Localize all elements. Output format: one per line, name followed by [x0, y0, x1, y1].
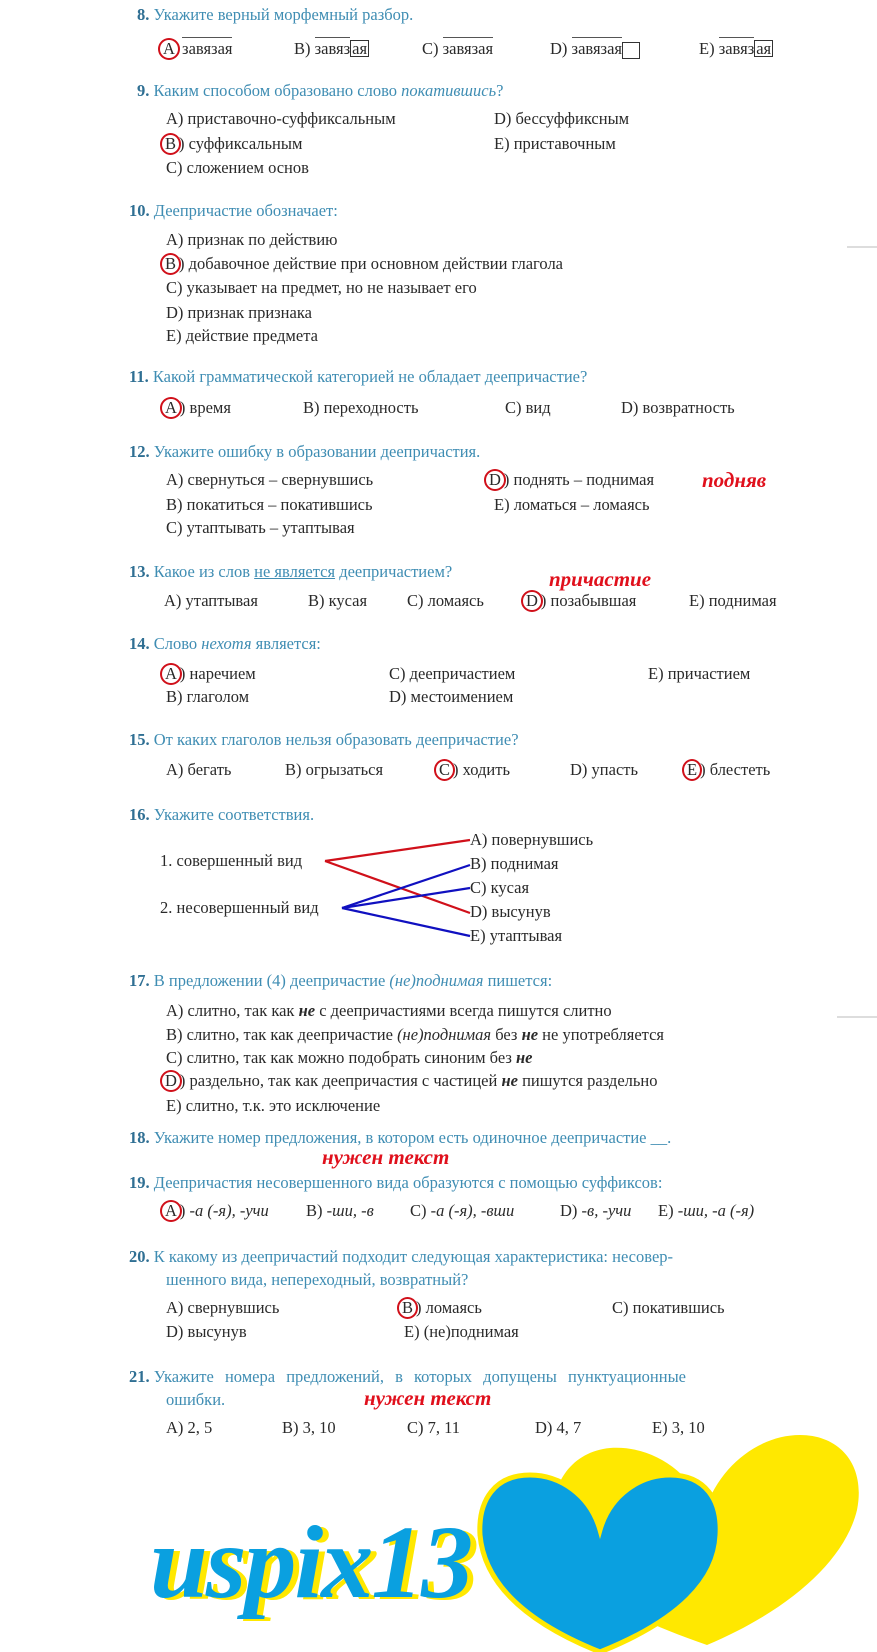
q15-option-d[interactable]: D) упасть: [570, 760, 638, 779]
question-21: [129, 1367, 829, 1387]
question-20: [129, 1247, 673, 1267]
option-letter: B): [294, 39, 311, 58]
q12-option-a[interactable]: A) свернуться – свернувшись: [166, 470, 374, 489]
option-text: B) слитно, так как деепричастие: [166, 1025, 398, 1044]
question-text: В предложении (4) деепричастие: [153, 971, 390, 990]
q19-option-d[interactable]: [560, 1201, 631, 1221]
scan-mark: [837, 1016, 877, 1018]
q11-option-c[interactable]: C) вид: [505, 398, 551, 417]
option-letter: E): [699, 39, 715, 58]
q9-option-c[interactable]: C) сложением основ: [166, 158, 309, 177]
q14-option-e[interactable]: E) причастием: [648, 664, 751, 683]
match-left-1[interactable]: 1. совершенный вид: [160, 851, 303, 870]
q19-option-a[interactable]: [166, 1201, 269, 1221]
q17-option-e[interactable]: [166, 1096, 380, 1116]
q17-option-a[interactable]: [166, 1001, 612, 1021]
question-text: Укажите соответствия.: [153, 805, 315, 824]
q12-option-c[interactable]: C) утаптывать – утаптывая: [166, 518, 355, 537]
uspix13-watermark: uspix13: [150, 1505, 472, 1620]
option-text: ) ломаясь: [416, 1298, 482, 1317]
question-number: 8.: [137, 5, 150, 24]
option-text: -ши, -а (-я): [673, 1201, 755, 1220]
question-number: 11.: [129, 367, 149, 386]
option-stem: завяз: [718, 39, 755, 58]
option-text: ) блестеть: [700, 760, 771, 779]
option-letter: D): [560, 1201, 578, 1220]
q10-option-a[interactable]: A) признак по действию: [166, 230, 338, 249]
question-number: 17.: [129, 971, 150, 990]
question-19: [129, 1173, 662, 1193]
q19-option-c[interactable]: [410, 1201, 514, 1221]
q13-option-e[interactable]: E) поднимая: [689, 591, 777, 610]
question-text: Какой грамматической категорией не обладает деепричастие?: [152, 367, 588, 386]
q9-option-d[interactable]: D) бессуффиксным: [494, 109, 630, 128]
q20-option-a[interactable]: A) свернувшись: [166, 1298, 280, 1317]
match-right-d[interactable]: D) высунув: [470, 902, 551, 921]
match-right-b[interactable]: B) поднимая: [470, 854, 559, 873]
answer-circle: C: [434, 759, 455, 781]
question-word: нехотя: [201, 634, 252, 653]
answer-circle: A: [160, 397, 182, 419]
question-text: Укажите номера предложений, в которых допущены пунктуационные: [153, 1367, 687, 1386]
option-text: ) наречием: [179, 664, 256, 683]
q21-option-d[interactable]: D) 4, 7: [535, 1418, 582, 1437]
option-letter: E): [658, 1201, 674, 1220]
q20-option-b[interactable]: [403, 1298, 482, 1318]
answer-circle: A: [158, 38, 180, 60]
answer-circle: D: [521, 590, 543, 612]
option-text: не употребляется: [538, 1025, 665, 1044]
q20-option-e[interactable]: E) (не)поднимая: [404, 1322, 519, 1341]
q14-option-d[interactable]: D) местоимением: [389, 687, 514, 706]
question-text: Деепричастия несовершенного вида образуются с помощью суффиксов:: [153, 1173, 663, 1192]
q15-option-a[interactable]: A) бегать: [166, 760, 232, 779]
option-letter: C): [410, 1201, 427, 1220]
q20-option-d[interactable]: D) высунув: [166, 1322, 247, 1341]
handwritten-annotation: подняв: [702, 468, 767, 492]
q17-option-c[interactable]: [166, 1048, 533, 1068]
q12-option-b[interactable]: B) покатиться – покатившись: [166, 495, 373, 514]
answer-circle: D: [160, 1070, 182, 1092]
question-text: пишется:: [483, 971, 553, 990]
question-number: 12.: [129, 442, 150, 461]
match-right-a[interactable]: A) повернувшись: [470, 830, 594, 849]
match-line-2-e: [342, 908, 470, 936]
option-text: ) позабывшая: [540, 591, 637, 610]
emphasis: не: [298, 1001, 316, 1020]
q9-option-e[interactable]: E) приставочным: [494, 134, 616, 153]
question-number: 10.: [129, 201, 150, 220]
q17-option-d[interactable]: [166, 1071, 657, 1091]
scan-mark: [847, 246, 877, 248]
q21-option-a[interactable]: A) 2, 5: [166, 1418, 213, 1437]
question-number: 21.: [129, 1367, 150, 1386]
option-word: завязая: [182, 39, 233, 58]
option-word: завязая: [442, 39, 494, 58]
q10-option-e[interactable]: E) действие предмета: [166, 326, 318, 345]
underlined-text: не является: [254, 562, 336, 581]
q12-option-e[interactable]: E) ломаться – ломаясь: [494, 495, 650, 514]
emphasis: не: [501, 1071, 518, 1090]
option-text: ) раздельно, так как деепричастия с частицей: [179, 1071, 502, 1090]
option-text: ) поднять – поднимая: [503, 470, 655, 489]
answer-circle: B: [397, 1297, 418, 1319]
question-text: Укажите верный морфемный разбор.: [153, 5, 414, 24]
option-text: -а (-я), -учи: [185, 1201, 269, 1220]
question-number: 13.: [129, 562, 150, 581]
q19-option-e[interactable]: [658, 1201, 754, 1221]
q21-option-c[interactable]: C) 7, 11: [407, 1418, 461, 1437]
question-17: [129, 971, 552, 991]
question-word: (не)поднимая: [389, 971, 484, 990]
emphasis: (не)поднимая: [397, 1025, 492, 1044]
question-number: 14.: [129, 634, 150, 653]
question-text-line2: ошибки.: [166, 1390, 226, 1409]
answer-circle: E: [682, 759, 702, 781]
match-right-e[interactable]: E) утаптывая: [470, 926, 563, 945]
q14-option-b[interactable]: B) глаголом: [166, 687, 250, 706]
q17-option-b[interactable]: [166, 1025, 664, 1045]
handwritten-annotation: причастие: [549, 567, 652, 591]
option-text: -в, -учи: [577, 1201, 632, 1220]
handwritten-annotation: нужен текст: [364, 1386, 492, 1410]
answer-circle: A: [160, 1200, 182, 1222]
question-number: 9.: [137, 81, 150, 100]
option-text: без: [491, 1025, 522, 1044]
question-number: 15.: [129, 730, 150, 749]
answer-circle: A: [160, 663, 182, 685]
option-stem: завяз: [314, 39, 351, 58]
question-text: Каким способом образовано слово: [153, 81, 402, 100]
q19-option-b[interactable]: [306, 1201, 374, 1221]
answer-circle: B: [160, 253, 181, 275]
option-letter: D): [550, 39, 568, 58]
option-letter: ): [179, 1201, 186, 1220]
question-text: Укажите ошибку в образовании деепричастия.: [153, 442, 481, 461]
option-text: E) слитно, т.к. это исключение: [166, 1096, 381, 1115]
q13-option-b[interactable]: B) кусая: [308, 591, 368, 610]
match-left-2[interactable]: 2. несовершенный вид: [160, 898, 319, 917]
emphasis: не: [516, 1048, 533, 1067]
question-number: 18.: [129, 1128, 150, 1147]
question-text: Деепричастие обозначает:: [153, 201, 338, 220]
q13-option-a[interactable]: A) утаптывая: [164, 591, 258, 610]
q10-option-d[interactable]: D) признак признака: [166, 303, 312, 322]
option-text: с деепричастиями всегда пишутся слитно: [315, 1001, 612, 1020]
q15-option-b[interactable]: B) огрызаться: [285, 760, 384, 779]
match-line-1-d: [325, 861, 470, 913]
question-text: К какому из деепричастий подходит следующая характеристика: несовер-: [153, 1247, 674, 1266]
question-end: ?: [496, 81, 504, 100]
question-text: Какое из слов: [153, 562, 255, 581]
q9-option-a[interactable]: A) приставочно-суффиксальным: [166, 109, 396, 128]
option-text: пишутся раздельно: [517, 1071, 658, 1090]
match-line-1-a: [325, 840, 470, 861]
question-word: покатившись: [401, 81, 497, 100]
q11-option-b[interactable]: B) переходность: [303, 398, 419, 417]
q21-option-b[interactable]: B) 3, 10: [282, 1418, 336, 1437]
q11-option-d[interactable]: D) возвратность: [621, 398, 735, 417]
answer-circle: B: [160, 133, 181, 155]
q21-option-e[interactable]: E) 3, 10: [652, 1418, 705, 1437]
question-text: Слово: [153, 634, 202, 653]
question-text: От каких глаголов нельзя образовать деепричастие?: [153, 730, 519, 749]
q13-option-c[interactable]: C) ломаясь: [407, 591, 484, 610]
match-line-2-b: [342, 865, 470, 908]
q14-option-c[interactable]: C) деепричастием: [389, 664, 516, 683]
ending-box: ая: [352, 39, 368, 58]
option-text: ) добавочное действие при основном действии глагола: [179, 254, 563, 273]
option-text: -ши, -в: [322, 1201, 374, 1220]
option-text: ) время: [179, 398, 231, 417]
match-right-c[interactable]: C) кусая: [470, 878, 530, 897]
q20-option-c[interactable]: C) покатившись: [612, 1298, 725, 1317]
option-text: ) суффиксальным: [179, 134, 303, 153]
option-text: C) слитно, так как можно подобрать синоним без: [166, 1048, 517, 1067]
question-number: 19.: [129, 1173, 150, 1192]
question-text: Укажите номер предложения, в котором есть одиночное деепричастие __.: [153, 1128, 672, 1147]
answer-circle: D: [484, 469, 506, 491]
ending-box: ая: [756, 39, 772, 58]
handwritten-annotation: нужен текст: [322, 1145, 450, 1169]
option-text: ) ходить: [453, 760, 510, 779]
question-text-line2: шенного вида, непереходный, возвратный?: [166, 1270, 469, 1289]
q10-option-c[interactable]: C) указывает на предмет, но не называет его: [166, 278, 477, 297]
option-text: A) слитно, так как: [166, 1001, 299, 1020]
option-text: -а (-я), -вши: [426, 1201, 515, 1220]
emphasis: не: [521, 1025, 539, 1044]
option-letter: C): [422, 39, 439, 58]
option-letter: B): [306, 1201, 323, 1220]
option-word: завязая: [571, 39, 622, 58]
question-text: является:: [251, 634, 321, 653]
question-number: 16.: [129, 805, 150, 824]
question-number: 20.: [129, 1247, 150, 1266]
question-text: деепричастием?: [335, 562, 453, 581]
